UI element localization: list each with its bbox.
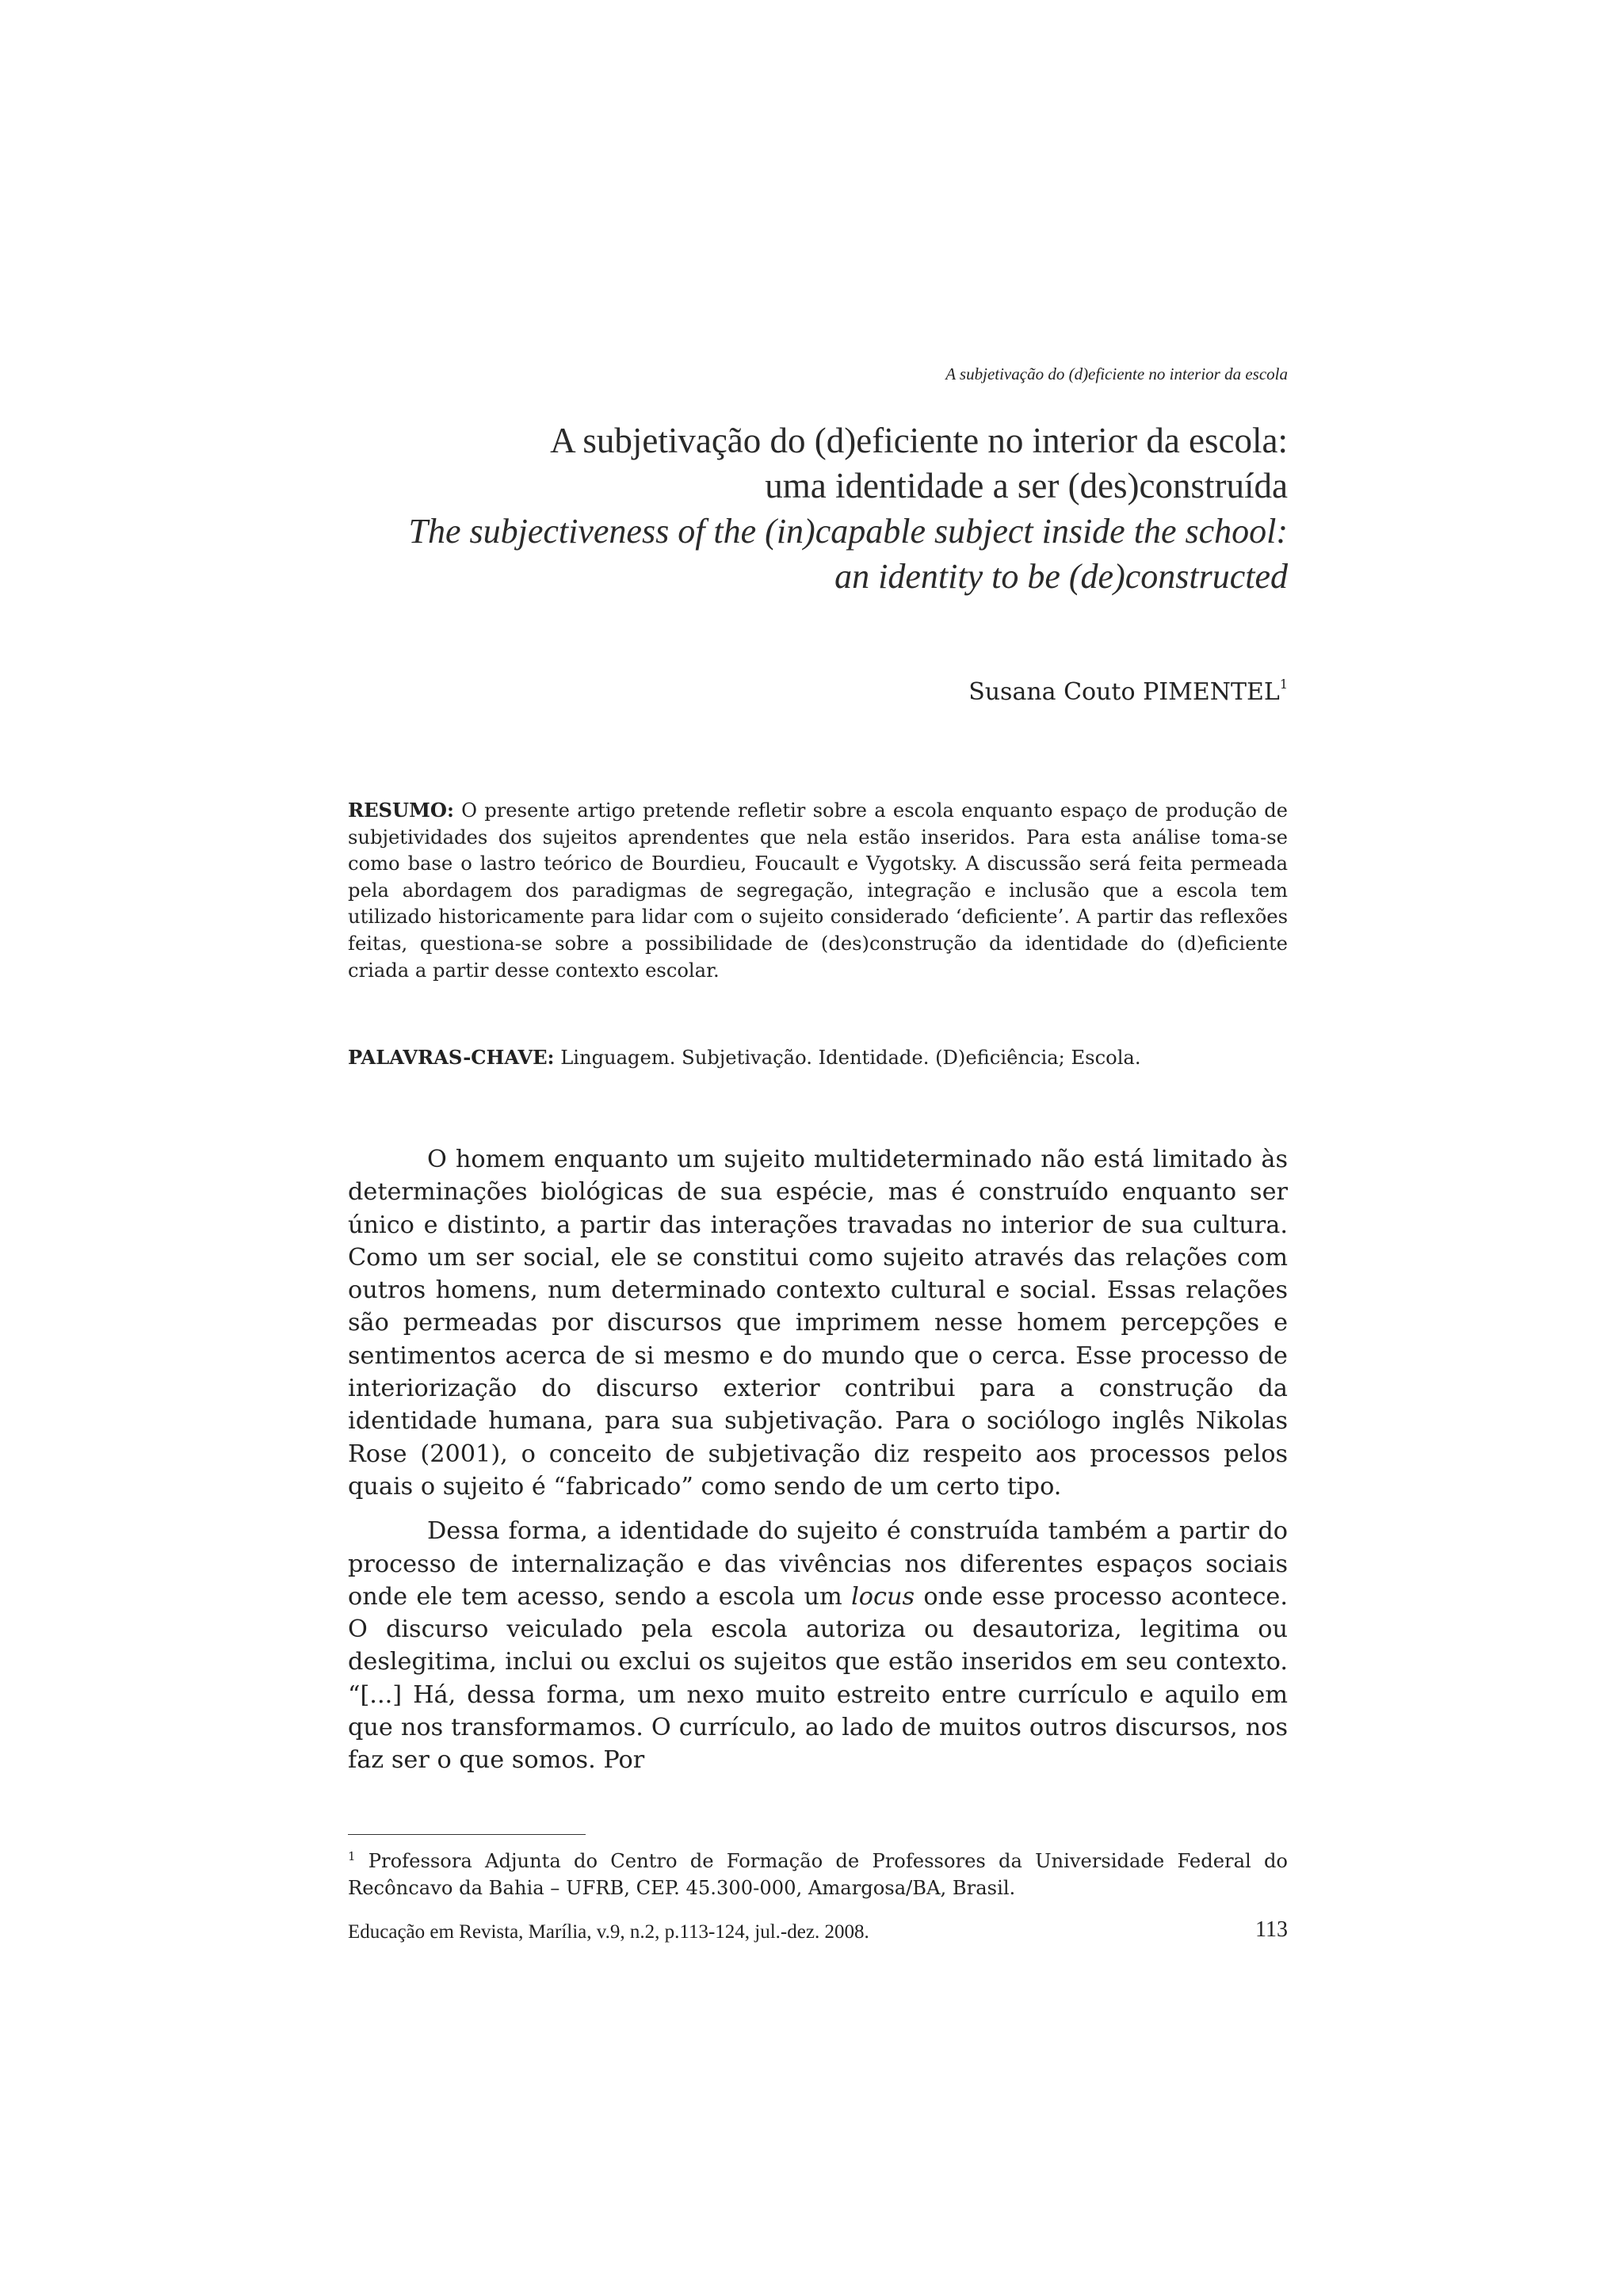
author-name: Susana Couto PIMENTEL (968, 678, 1280, 706)
author-footnote-mark: 1 (1279, 677, 1288, 692)
abstract-text: O presente artigo pretende refletir sobre a escola enquanto espaço de produção de subjetividades dos sujeitos aprendentes que nela estão inseridos. Para esta análise toma-se como base o lastro teórico de Bourdieu, Foucault e Vygotsky. A discussão será feita permeada pela abordagem dos paradigmas de segregação, integração e inclusão que a escola tem utilizado historicamente para lidar com o sujeito considerado ‘deficiente’. A partir das reflexões feitas, questiona-se sobre a possibilidade de (des)construção da identidade do (d)eficiente criada a partir desse contexto escolar. (348, 799, 1288, 982)
title-pt-line-1: A subjetivação do (d)eficiente no interior da escola: (550, 421, 1288, 460)
footnote (348, 1844, 1288, 1901)
body-p2-italic-term: locus (851, 1582, 915, 1611)
footnote-text: Professora Adjunta do Centro de Formação de Professores da Universidade Federal do Recôncavo da Bahia – UFRB, CEP. 45.300-000, Amargosa/BA, Brasil. (348, 1850, 1288, 1899)
body-paragraph-2 (348, 1515, 1288, 1776)
keywords-text: Linguagem. Subjetivação. Identidade. (D)eficiência; Escola. (560, 1047, 1141, 1069)
body-p2-start: Dessa forma, a identidade do sujeito é construída também a partir do processo de internalização e das vivências nos diferentes espaços sociais onde ele tem acesso, sendo a escola um (348, 1517, 1288, 1611)
article-title (258, 418, 1288, 599)
body-paragraph-1: O homem enquanto um sujeito multideterminado não está limitado às determinações biológicas de sua espécie, mas é construído enquanto ser único e distinto, a partir das interações travadas no interior de sua cultura. Como um ser social, ele se constitui como sujeito através das relações com outros homens, num determinado contexto cultural e social. Essas relações são permeadas por discursos que imprimem nesse homem percepções e sentimentos acerca de si mesmo e do mundo que o cerca. Esse processo de interiorização do discurso exterior contribui para a construção da identidade humana, para sua subjetivação. Para o sociólogo inglês Nikolas Rose (2001), o conceito de subjetivação diz respeito aos processos pelos quais o sujeito é “fabricado” como sendo de um certo tipo. (348, 1146, 1288, 1501)
running-header: A subjetivação do (d)eficiente no interior da escola (945, 364, 1288, 383)
title-en-line-2: an identity to be (de)constructed (834, 557, 1288, 596)
author-line (575, 677, 1288, 706)
footnote-mark: 1 (348, 1849, 356, 1863)
journal-citation: Educação em Revista, Marília, v.9, n.2, p.113-124, jul.-dez. 2008. (348, 1921, 869, 1943)
abstract-label: RESUMO: (348, 799, 454, 822)
abstract (348, 797, 1288, 984)
page-number: 113 (1255, 1917, 1288, 1942)
title-pt-line-2: uma identidade a ser (des)construída (765, 466, 1288, 505)
keywords (348, 1044, 1288, 1071)
article-body (348, 1143, 1288, 1789)
keywords-label: PALAVRAS-CHAVE: (348, 1046, 555, 1069)
footnote-divider (348, 1834, 586, 1835)
title-en-line-1: The subjectiveness of the (in)capable subject inside the school: (408, 512, 1288, 551)
body-p2-end: onde esse processo acontece. O discurso veiculado pela escola autoriza ou desautoriza, legitima ou deslegitima, inclui ou exclui os sujeitos que estão inseridos em seu contexto. “[...] Há, dessa forma, um nexo muito estreito entre currículo e aquilo em que nos transformamos. O currículo, ao lado de muitos outros discursos, nos faz ser o que somos. Por (348, 1582, 1288, 1775)
